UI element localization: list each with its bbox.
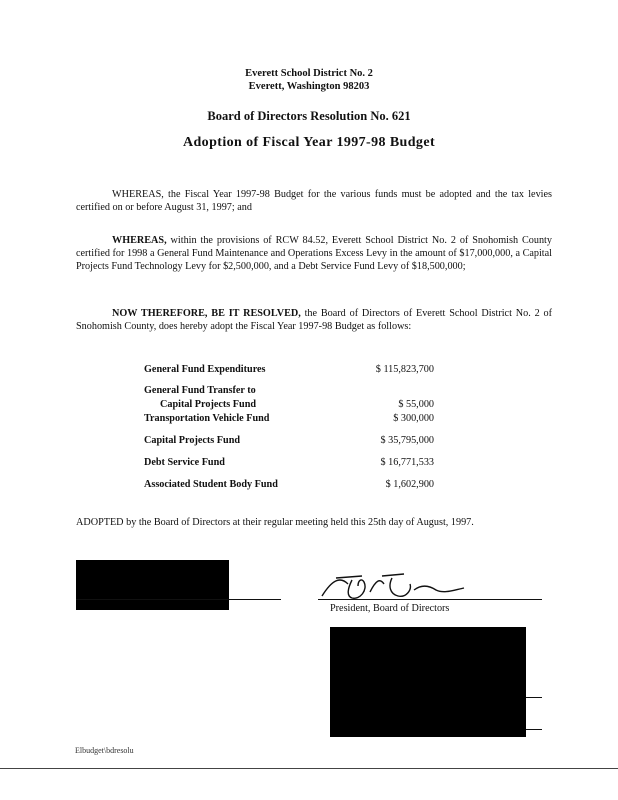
budget-row-label: Capital Projects Fund <box>144 435 241 446</box>
resolved-paragraph <box>76 307 552 333</box>
para1-text: the Fiscal Year 1997-98 Budget for the various funds must be adopted and the tax levies certified on or before August 31, 1997; and <box>76 189 552 214</box>
budget-row-value: $ 115,823,700 <box>375 364 434 375</box>
budget-row-value: $ 1,602,900 <box>385 479 434 490</box>
budget-row-label: Transportation Vehicle Fund <box>144 413 270 424</box>
adopted-lead: ADOPTED <box>76 517 124 528</box>
budget-row-label: Capital Projects Fund <box>160 399 257 410</box>
file-path: Elbudget\bdresolu <box>75 746 134 755</box>
whereas-paragraph-1 <box>76 188 552 214</box>
budget-row-value: $ 16,771,533 <box>380 457 434 468</box>
budget-row-label: Associated Student Body Fund <box>144 479 278 490</box>
budget-row-value: $ 55,000 <box>398 399 434 410</box>
adopted-text: by the Board of Directors at their regular meeting held this 25th day of August, 1997. <box>123 517 474 528</box>
budget-row-label: Debt Service Fund <box>144 457 225 468</box>
document-title: Adoption of Fiscal Year 1997-98 Budget <box>182 135 436 150</box>
district-name: Everett School District No. 2 <box>245 68 373 79</box>
whereas-paragraph-2 <box>76 234 552 274</box>
para2-lead: WHEREAS, <box>112 235 167 246</box>
signature-line <box>526 729 542 730</box>
budget-row-value: $ 35,795,000 <box>380 435 434 446</box>
redaction-box <box>330 627 526 737</box>
president-signature-line <box>318 599 542 600</box>
para2-text: within the provisions of RCW 84.52, Everett School District No. 2 of Snohomish County certified for 1998 a General Fund Maintenance and Operations Excess Levy in the amount of $17,000,000, a Capital Projects Fund Technology Levy for $2,500,000, and a Debt Service Fund Levy of $18,500,000; <box>76 235 552 273</box>
redaction-box <box>76 560 229 610</box>
signature-line <box>526 697 542 698</box>
para3-lead: NOW THEREFORE, BE IT RESOLVED, <box>112 308 301 319</box>
budget-row-value: $ 300,000 <box>393 413 434 424</box>
president-label: President, Board of Directors <box>330 603 450 614</box>
signature-line <box>76 599 281 600</box>
budget-row-label: General Fund Transfer to <box>144 385 256 396</box>
adopted-paragraph <box>76 516 552 529</box>
district-address: Everett, Washington 98203 <box>248 81 370 92</box>
bottom-rule <box>0 768 618 769</box>
para3-text: the Board of Directors of Everett School District No. 2 of Snohomish County, does hereby adopt the Fiscal Year 1997-98 Budget as follows: <box>76 308 552 333</box>
para1-lead: WHEREAS, <box>112 189 164 200</box>
budget-row-label: General Fund Expenditures <box>144 364 266 375</box>
resolution-number: Board of Directors Resolution No. 621 <box>207 109 411 123</box>
